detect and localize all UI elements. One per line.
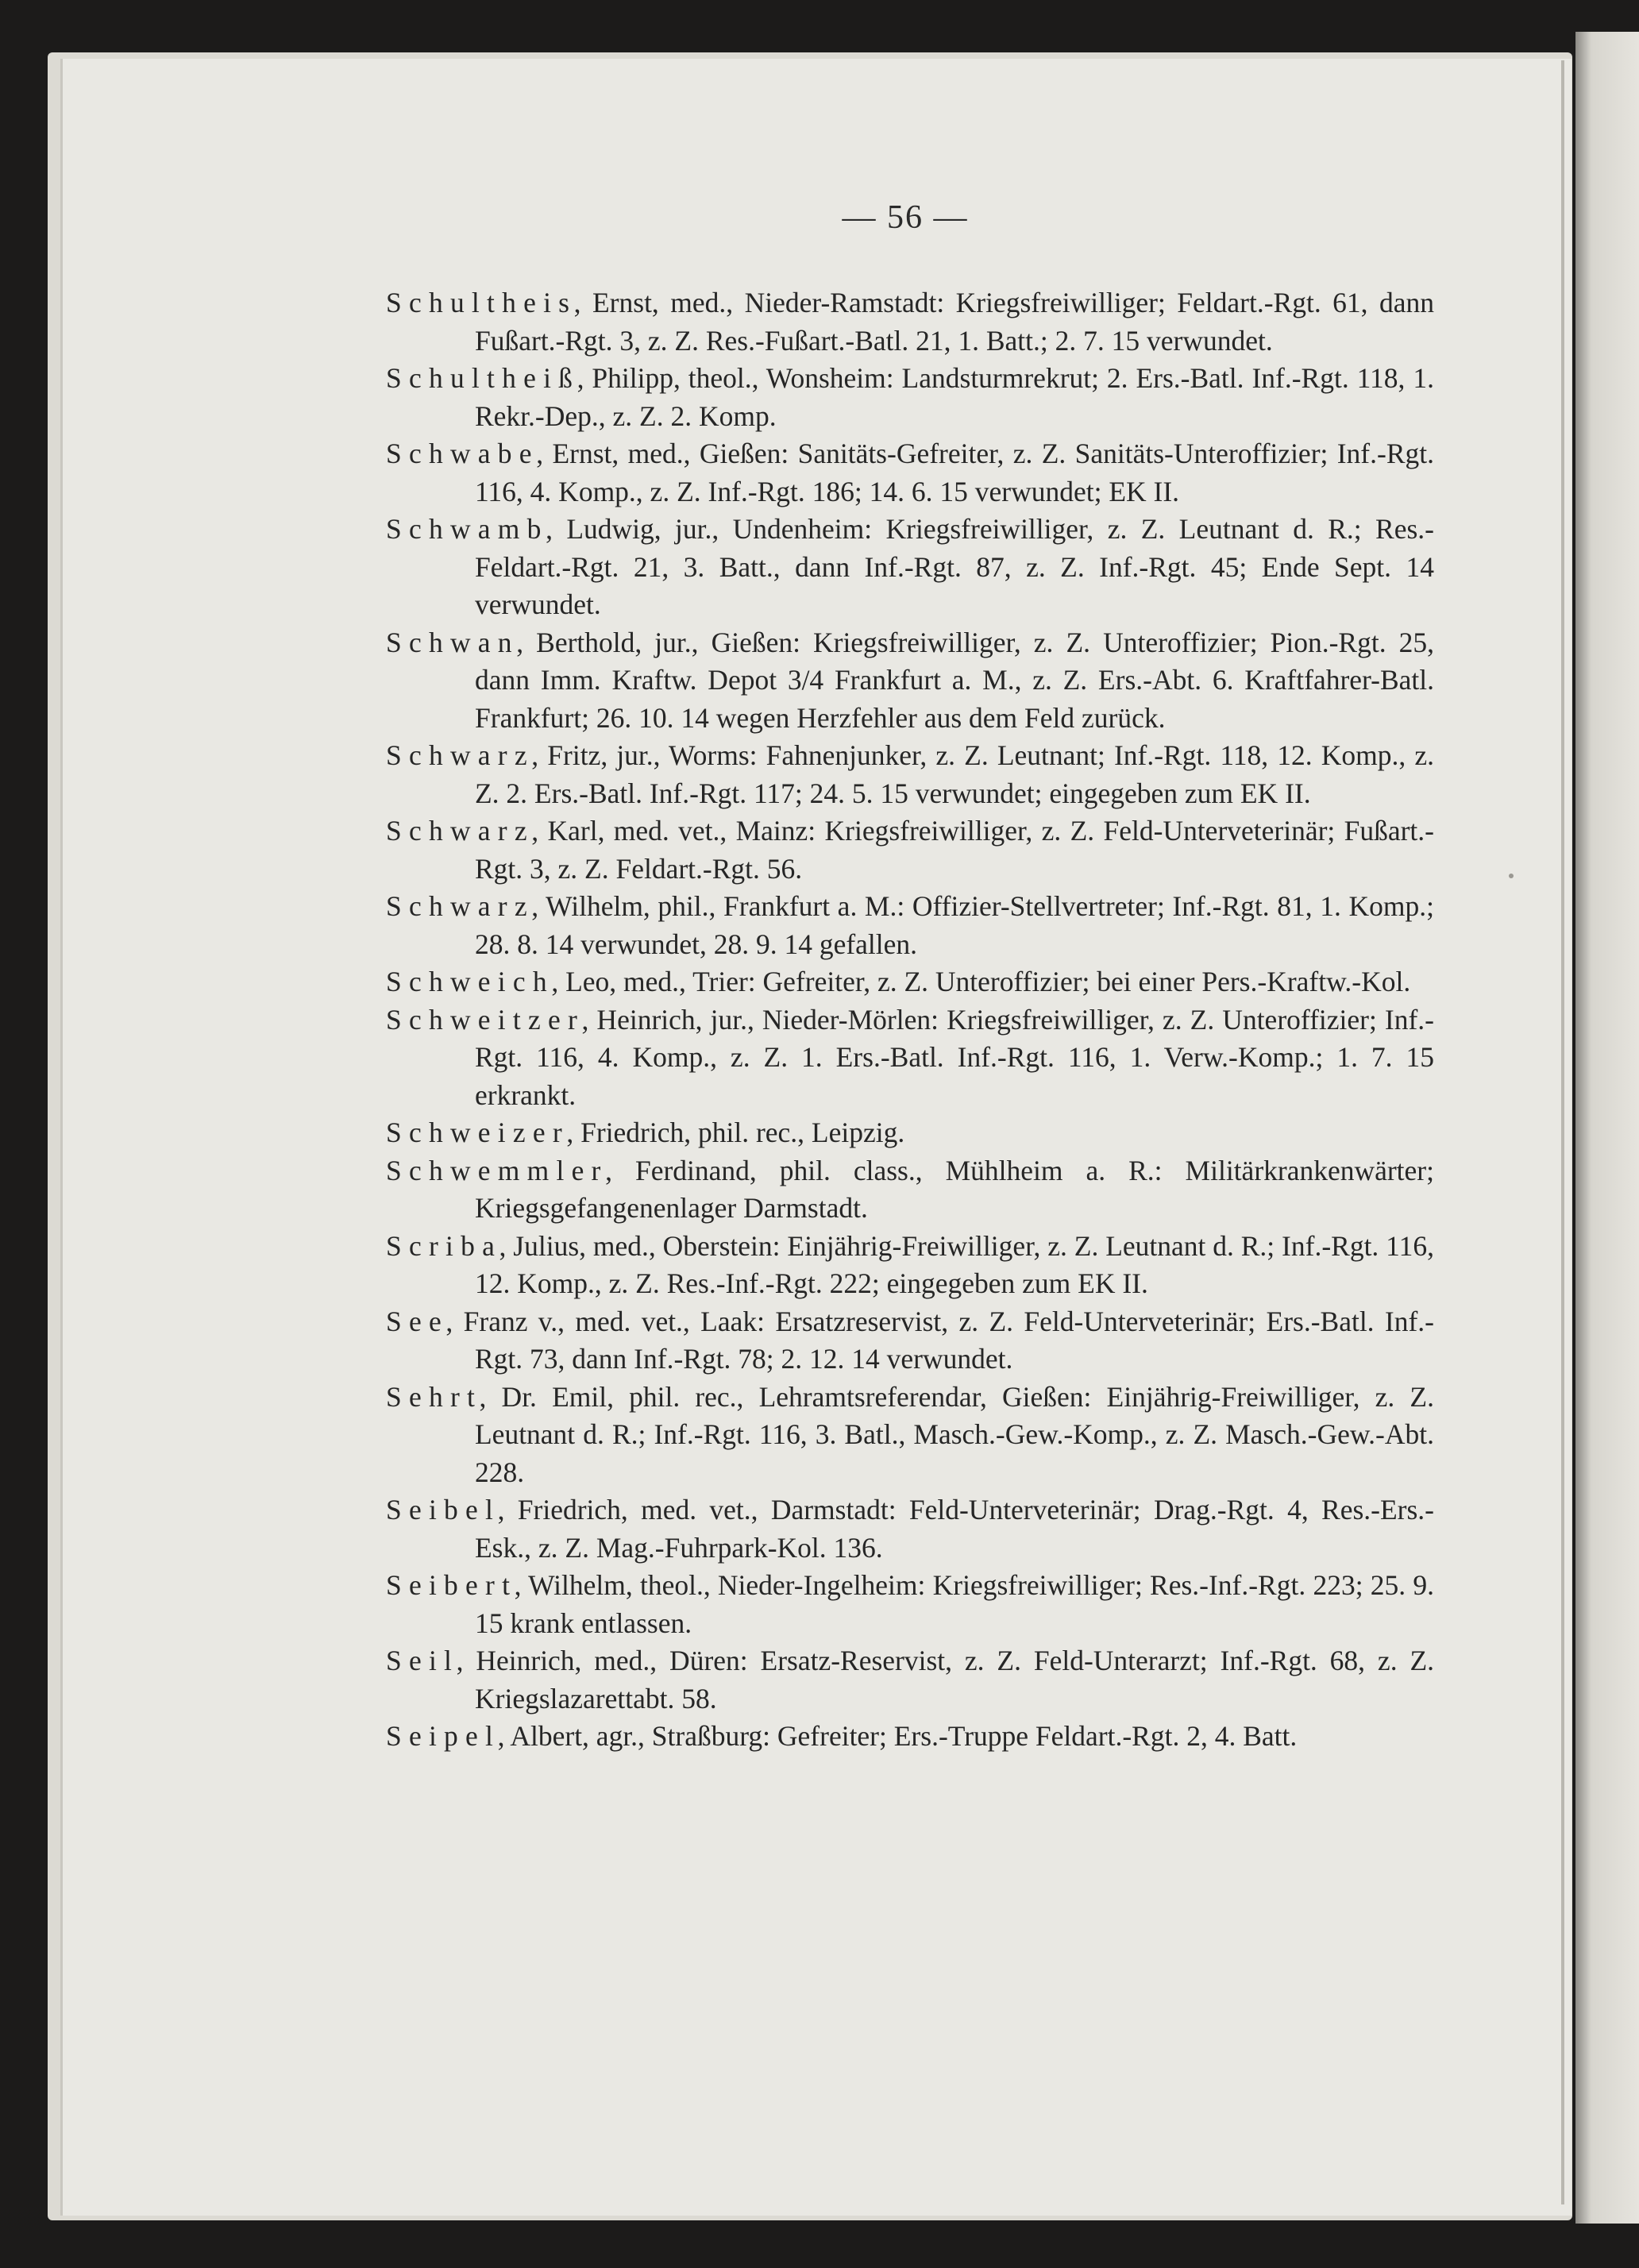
adjacent-page-edge (1575, 32, 1639, 2224)
list-entry (386, 1718, 1434, 1756)
entry-surname: Schwamb (386, 513, 549, 545)
list-entry (386, 1303, 1434, 1379)
list-entry (386, 1228, 1434, 1303)
list-entry (386, 511, 1434, 624)
list-entry (386, 1379, 1434, 1492)
entry-text: , Ludwig, jur., Undenheim: Kriegsfreiwilliger, z. Z. Leutnant d. R.; Res.-Feldart.-Rgt. 21, 3. Batt., dann Inf.-Rgt. 87, z. Z. Inf.-Rgt. 45; Ende Sept. 14 verwundet. (475, 513, 1434, 620)
list-entry (386, 1642, 1434, 1718)
entry-text: , Albert, agr., Straßburg: Gefreiter; Ers.-Truppe Feldart.-Rgt. 2, 4. Batt. (497, 1720, 1298, 1752)
entry-surname: Seibel (386, 1494, 501, 1526)
entry-text: , Ernst, med., Gießen: Sanitäts-Gefreiter, z. Z. Sanitäts-Unteroffizier; Inf.-Rgt. 116, 4. Komp., z. Z. Inf.-Rgt. 186; 14. 6. 15 verwundet; EK II. (475, 438, 1434, 507)
list-entry (386, 963, 1434, 1001)
entry-text: , Berthold, jur., Gießen: Kriegsfreiwilliger, z. Z. Unteroffizier; Pion.-Rgt. 25, dann Imm. Kraftw. Depot 3/4 Frankfurt a. M., z. Z. Ers.-Abt. 6. Kraftfahrer-Batl. Frankfurt; 26. 10. 14 wegen Herzfehler aus dem Feld zurück. (475, 626, 1434, 734)
entry-text: , Julius, med., Oberstein: Einjährig-Freiwilliger, z. Z. Leutnant d. R.; Inf.-Rgt. 116, 12. Komp., z. Z. Res.-Inf.-Rgt. 222; eingegeben zum EK II. (475, 1229, 1434, 1299)
entry-surname: Schweitzer (386, 1003, 585, 1036)
entry-text: , Wilhelm, theol., Nieder-Ingelheim: Kriegsfreiwilliger; Res.-Inf.-Rgt. 223; 25. 9. 15 krank entlassen. (475, 1569, 1434, 1639)
list-entry (386, 737, 1434, 812)
entry-surname: See (386, 1305, 449, 1337)
entry-surname: Schwabe (386, 438, 539, 469)
entry-text: , Wilhelm, phil., Frankfurt a. M.: Offizier-Stellvertreter; Inf.-Rgt. 81, 1. Komp.; 28. 8. 14 verwundet, 28. 9. 14 gefallen. (475, 890, 1434, 960)
list-entry (386, 812, 1434, 888)
list-entry (386, 1114, 1434, 1152)
entry-text: , Philipp, theol., Wonsheim: Landsturmrekrut; 2. Ers.-Batl. Inf.-Rgt. 118, 1. Rekr.-Dep., z. Z. 2. Komp. (475, 362, 1434, 432)
paper-speck (1509, 874, 1514, 878)
list-entry (386, 1001, 1434, 1115)
entry-surname: Schwarz (386, 739, 534, 771)
entry-surname: Seibert (386, 1569, 518, 1601)
entry-surname: Schwarz (386, 890, 534, 922)
list-entry (386, 284, 1434, 360)
entry-surname: Seil (386, 1645, 460, 1676)
entry-text: , Fritz, jur., Worms: Fahnenjunker, z. Z. Leutnant; Inf.-Rgt. 118, 12. Komp., z. Z. 2. Ers.-Batl. Inf.-Rgt. 117; 24. 5. 15 verwundet; eingegeben zum EK II. (475, 739, 1434, 809)
entry-text: , Friedrich, phil. rec., Leipzig. (566, 1117, 905, 1148)
entry-surname: Scriba (386, 1229, 503, 1262)
entry-surname: Seipel (386, 1720, 501, 1752)
entry-surname: Sehrt (386, 1380, 483, 1413)
page-number: — 56 — (842, 199, 969, 236)
list-entry (386, 1152, 1434, 1228)
list-entry (386, 360, 1434, 435)
entry-text: , Heinrich, med., Düren: Ersatz-Reservist, z. Z. Feld-Unterarzt; Inf.-Rgt. 68, z. Z. Kriegslazarettabt. 58. (456, 1645, 1434, 1714)
entry-surname: Schwarz (386, 815, 534, 847)
entry-surname: Schwan (386, 626, 519, 658)
list-entry (386, 1567, 1434, 1642)
entry-text: , Heinrich, jur., Nieder-Mörlen: Kriegsfreiwilliger, z. Z. Unteroffizier; Inf.-Rgt. 116, 4. Komp., z. Z. 1. Ers.-Batl. Inf.-Rgt. 116, 1. Verw.-Komp.; 1. 7. 15 erkrankt. (475, 1003, 1434, 1111)
entry-surname: Schultheiß (386, 362, 580, 394)
entry-surname: Schultheis (386, 287, 577, 318)
entry-surname: Schweizer (386, 1117, 569, 1148)
list-entry (386, 624, 1434, 738)
list-entry (386, 1491, 1434, 1567)
list-entry (386, 435, 1434, 511)
entry-text: , Franz v., med. vet., Laak: Ersatzreservist, z. Z. Feld-Unterveterinär; Ers.-Batl. Inf.-Rgt. 73, dann Inf.-Rgt. 78; 2. 12. 14 verwundet. (445, 1305, 1434, 1375)
entry-list (386, 284, 1434, 1756)
entry-text: , Karl, med. vet., Mainz: Kriegsfreiwilliger, z. Z. Feld-Unterveterinär; Fußart.-Rgt. 3, z. Z. Feldart.-Rgt. 56. (475, 815, 1434, 885)
page-gutter (1561, 60, 1564, 2204)
entry-text: , Ernst, med., Nieder-Ramstadt: Kriegsfreiwilliger; Feldart.-Rgt. 61, dann Fußart.-Rgt. 3, z. Z. Res.-Fußart.-Batl. 21, 1. Batt.; 2. 7. 15 verwundet. (475, 287, 1434, 357)
entry-surname: Schwemmler (386, 1154, 608, 1186)
list-entry (386, 888, 1434, 963)
entry-text: , Friedrich, med. vet., Darmstadt: Feld-Unterveterinär; Drag.-Rgt. 4, Res.-Ers.-Esk., z. Z. Mag.-Fuhrpark-Kol. 136. (475, 1494, 1434, 1564)
entry-text: , Ferdinand, phil. class., Mühlheim a. R.: Militärkrankenwärter; Kriegsgefangenenlager Darmstadt. (475, 1154, 1434, 1224)
entry-text: , Leo, med., Trier: Gefreiter, z. Z. Unteroffizier; bei einer Pers.-Kraftw.-Kol. (551, 966, 1411, 997)
entry-text: , Dr. Emil, phil. rec., Lehramtsreferendar, Gießen: Einjährig-Freiwilliger, z. Z. Leutnant d. R.; Inf.-Rgt. 116, 3. Batl., Masch.-Gew.-Komp., z. Z. Masch.-Gew.-Abt. 228. (475, 1380, 1434, 1488)
entry-surname: Schweich (386, 966, 554, 997)
